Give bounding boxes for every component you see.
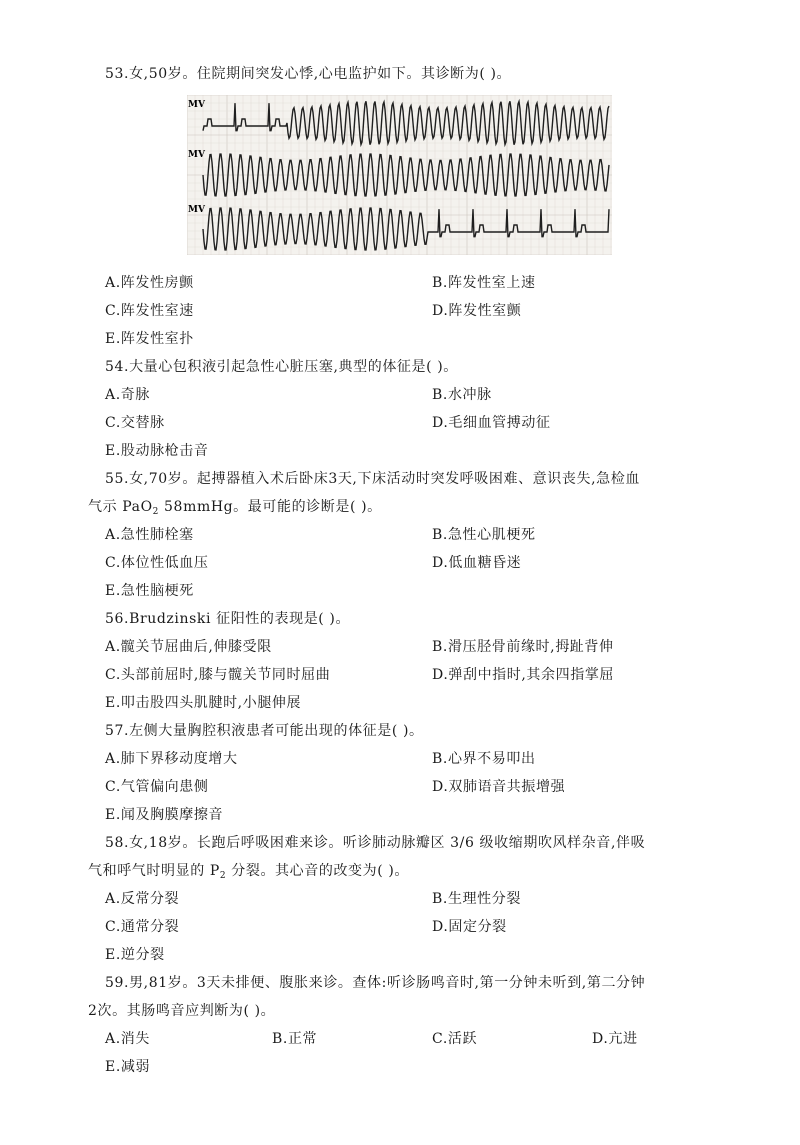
question-59-stem-line1: 59.男,81岁。3天未排便、腹胀来诊。查体:听诊肠鸣音时,第一分钟未听到,第二分钟 [105, 975, 646, 991]
option-56-C[interactable]: C.头部前屈时,膝与髋关节同时屈曲 [105, 667, 331, 683]
option-54-A[interactable]: A.奇脉 [105, 387, 150, 403]
option-55-B[interactable]: B.急性心肌梗死 [432, 527, 536, 543]
option-56-D[interactable]: D.弹刮中指时,其余四指掌屈 [432, 667, 615, 683]
ecg-lead-label-2: MV [188, 150, 205, 160]
ecg-lead-label-1: MV [188, 100, 205, 110]
ecg-trace-lead-3 [203, 208, 609, 250]
option-55-D[interactable]: D.低血糖昏迷 [432, 555, 522, 571]
question-58-stem-line1: 58.女,18岁。长跑后呼吸困难来诊。听诊肺动脉瓣区 3/6 级收缩期吹风样杂音,伴吸 [105, 835, 646, 851]
ecg-lead-label-3: MV [188, 205, 205, 215]
question-53-stem: 53.女,50岁。住院期间突发心悸,心电监护如下。其诊断为( )。 [105, 66, 512, 82]
option-57-E[interactable]: E.闻及胸膜摩擦音 [105, 807, 224, 823]
option-53-A[interactable]: A.阵发性房颤 [105, 275, 194, 291]
option-59-A[interactable]: A.消失 [105, 1031, 150, 1047]
option-59-B[interactable]: B.正常 [272, 1031, 318, 1047]
option-53-B[interactable]: B.阵发性室上速 [432, 275, 536, 291]
option-59-E[interactable]: E.减弱 [105, 1059, 151, 1075]
option-55-E[interactable]: E.急性脑梗死 [105, 583, 194, 599]
option-54-B[interactable]: B.水冲脉 [432, 387, 492, 403]
option-55-C[interactable]: C.体位性低血压 [105, 555, 209, 571]
option-57-B[interactable]: B.心界不易叩出 [432, 751, 536, 767]
option-58-C[interactable]: C.通常分裂 [105, 919, 180, 935]
option-59-D[interactable]: D.亢进 [592, 1031, 638, 1047]
option-59-C[interactable]: C.活跃 [432, 1031, 478, 1047]
option-54-D[interactable]: D.毛细血管搏动征 [432, 415, 551, 431]
option-55-A[interactable]: A.急性肺栓塞 [105, 527, 194, 543]
question-56-stem: 56.Brudzinski 征阳性的表现是( )。 [105, 611, 351, 627]
ecg-waveform-image [187, 95, 612, 255]
option-57-D[interactable]: D.双肺语音共振增强 [432, 779, 566, 795]
option-58-E[interactable]: E.逆分裂 [105, 947, 165, 963]
ecg-trace-lead-1 [203, 101, 609, 144]
question-54-stem: 54.大量心包积液引起急性心脏压塞,典型的体征是( )。 [105, 359, 458, 375]
question-55-stem-line2: 气示 PaO$_2$ 58mmHg。最可能的诊断是( )。 [88, 499, 382, 517]
option-56-E[interactable]: E.叩击股四头肌腱时,小腿伸展 [105, 695, 302, 711]
option-53-E[interactable]: E.阵发性室扑 [105, 331, 194, 347]
option-54-E[interactable]: E.股动脉枪击音 [105, 443, 209, 459]
option-58-B[interactable]: B.生理性分裂 [432, 891, 521, 907]
option-57-C[interactable]: C.气管偏向患侧 [105, 779, 209, 795]
option-53-C[interactable]: C.阵发性室速 [105, 303, 194, 319]
option-54-C[interactable]: C.交替脉 [105, 415, 165, 431]
question-58-stem-line2: 气和呼气时明显的 $P_2$ 分裂。其心音的改变为( )。 [88, 863, 410, 881]
question-57-stem: 57.左侧大量胸腔积液患者可能出现的体征是( )。 [105, 723, 424, 739]
question-55-stem-line1: 55.女,70岁。起搏器植入术后卧床3天,下床活动时突发呼吸困难、意识丧失,急检血 [105, 471, 640, 487]
option-56-B[interactable]: B.滑压胫骨前缘时,拇趾背伸 [432, 639, 614, 655]
option-53-D[interactable]: D.阵发性室颤 [432, 303, 522, 319]
option-56-A[interactable]: A.髋关节屈曲后,伸膝受限 [105, 639, 272, 655]
question-59-stem-line2: 2次。其肠鸣音应判断为( )。 [88, 1003, 276, 1019]
option-57-A[interactable]: A.肺下界移动度增大 [105, 751, 238, 767]
option-58-A[interactable]: A.反常分裂 [105, 891, 180, 907]
ecg-monitor-strip [187, 95, 612, 255]
option-58-D[interactable]: D.固定分裂 [432, 919, 507, 935]
